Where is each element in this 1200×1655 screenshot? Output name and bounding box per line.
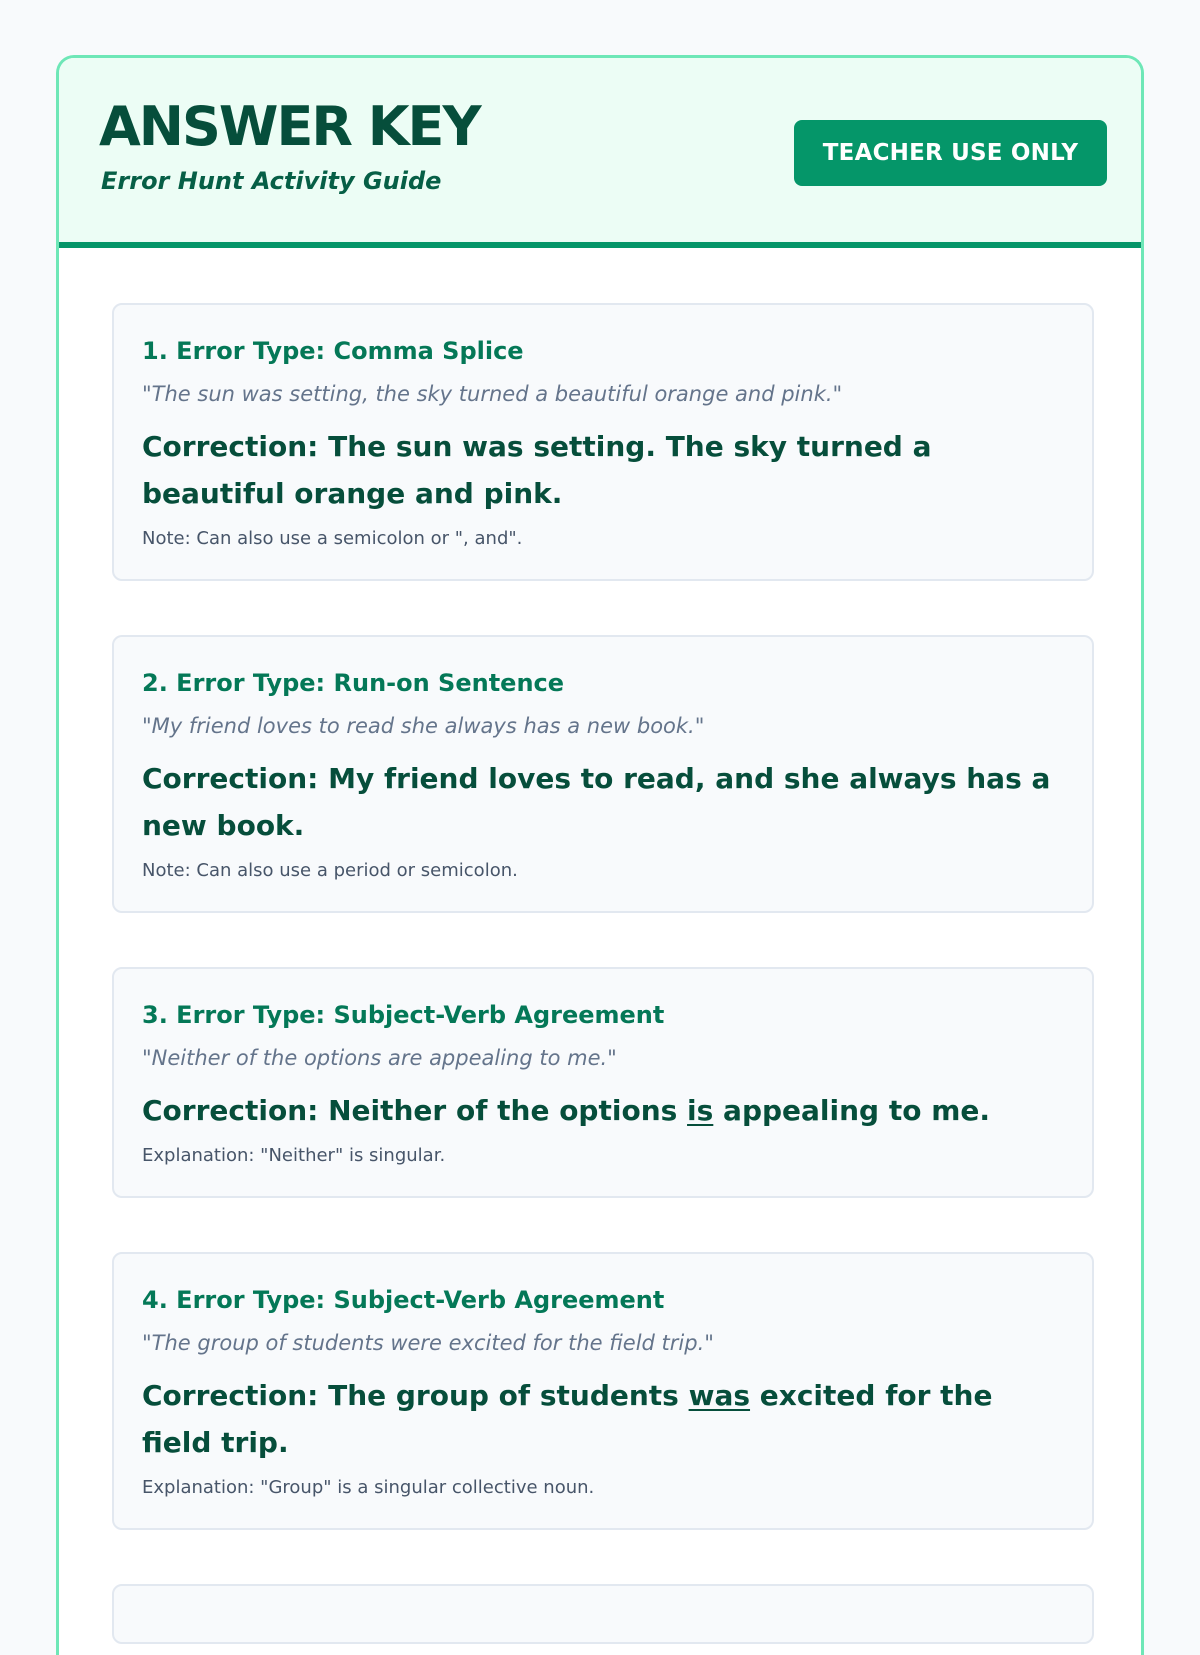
answer-item bbox=[112, 1252, 1094, 1530]
note: Explanation: "Neither" is singular. bbox=[142, 1145, 446, 1166]
correction-text-end: appealing to me. bbox=[713, 1094, 991, 1127]
note: Explanation: "Group" is a singular collective noun. bbox=[142, 1477, 595, 1498]
answer-key-card bbox=[56, 55, 1144, 1655]
correction-text: Correction: The sun was setting. The sky turned a beautiful orange and pink. bbox=[142, 430, 932, 510]
correction-text-end: excited for the field trip. bbox=[142, 1379, 993, 1459]
correction-fix: was bbox=[688, 1379, 751, 1412]
error-type: 3. Error Type: Subject-Verb Agreement bbox=[142, 1001, 665, 1029]
original-sentence: "Neither of the options are appealing to me." bbox=[142, 1046, 617, 1070]
note: Note: Can also use a period or semicolon. bbox=[142, 860, 518, 881]
page-subtitle: Error Hunt Activity Guide bbox=[101, 167, 442, 195]
correction bbox=[142, 423, 1064, 517]
teacher-use-badge: TEACHER USE ONLY bbox=[794, 120, 1107, 186]
header bbox=[59, 58, 1141, 248]
correction-text: Correction: My friend loves to read, and she always has a new book. bbox=[142, 762, 1051, 842]
error-type: 4. Error Type: Subject-Verb Agreement bbox=[142, 1286, 665, 1314]
error-type: 1. Error Type: Comma Splice bbox=[142, 337, 524, 365]
page-title: ANSWER KEY bbox=[99, 95, 480, 158]
answer-item bbox=[112, 635, 1094, 913]
correction-fix: is bbox=[687, 1094, 714, 1127]
original-sentence: "My friend loves to read she always has a new book." bbox=[142, 714, 705, 738]
correction bbox=[142, 1087, 1064, 1134]
original-sentence: "The group of students were excited for the field trip." bbox=[142, 1331, 714, 1355]
correction-text: Correction: Neither of the options bbox=[142, 1094, 688, 1127]
note: Note: Can also use a semicolon or ", and". bbox=[142, 528, 523, 549]
correction-text: Correction: The group of students bbox=[142, 1379, 689, 1412]
answer-item bbox=[112, 303, 1094, 581]
correction bbox=[142, 755, 1064, 849]
answers-list bbox=[59, 248, 1141, 1644]
answer-item bbox=[112, 967, 1094, 1198]
correction bbox=[142, 1372, 1064, 1466]
error-type: 2. Error Type: Run-on Sentence bbox=[142, 669, 565, 697]
answer-item-partial bbox=[112, 1584, 1094, 1644]
original-sentence: "The sun was setting, the sky turned a beautiful orange and pink." bbox=[142, 382, 843, 406]
